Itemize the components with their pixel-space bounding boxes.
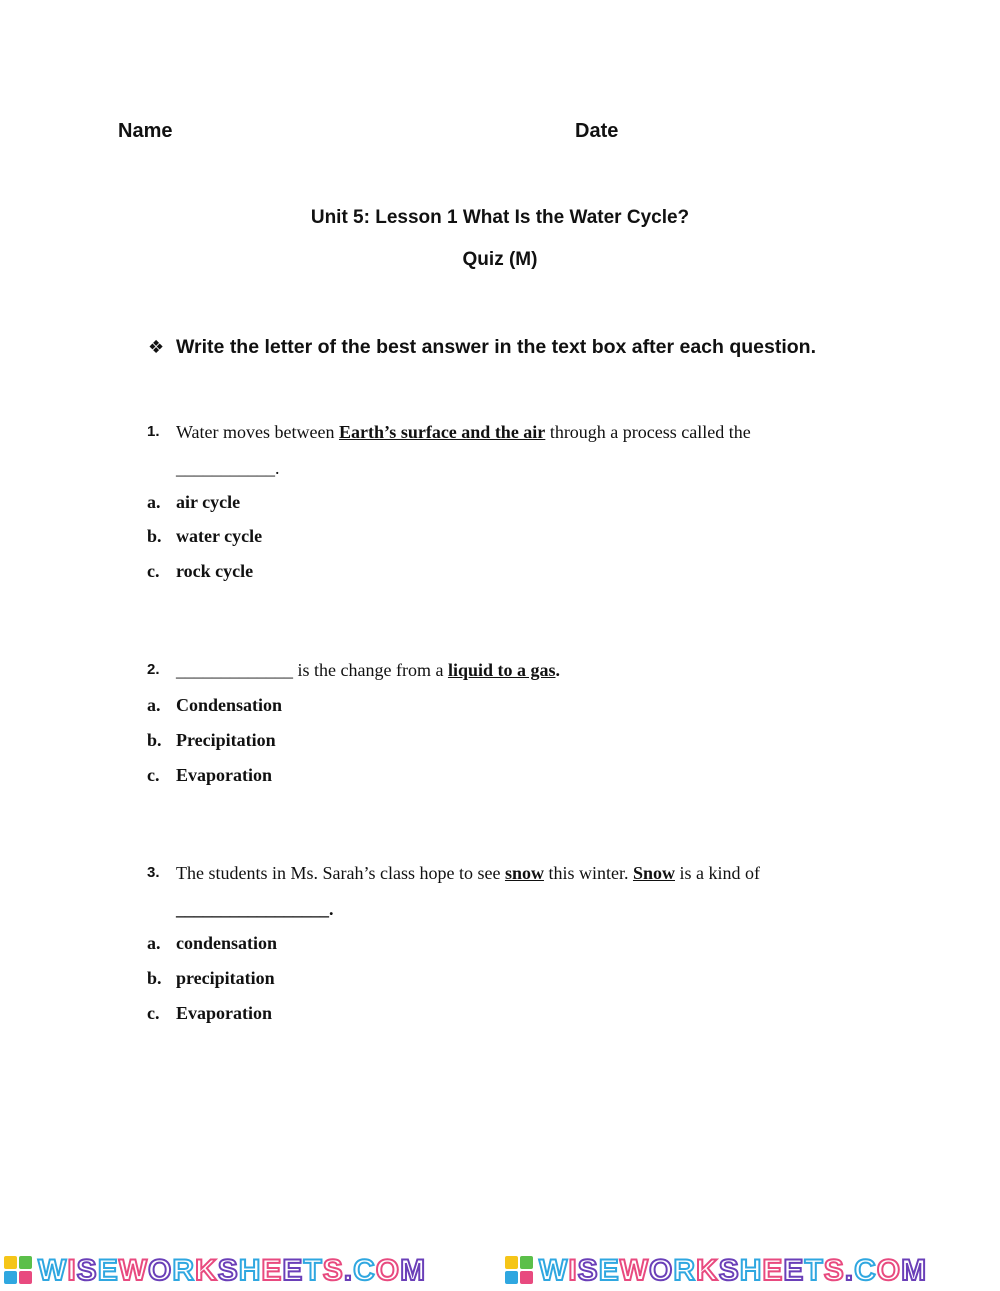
question-2-text: _____________ is the change from a liquid to a gas.: [176, 660, 560, 680]
question-1-option-b-letter: b.: [147, 526, 162, 546]
date-label: Date: [575, 120, 619, 142]
question-3-option-b: precipitation: [176, 968, 275, 988]
question-3-option-b-letter: b.: [147, 968, 162, 988]
question-1-option-c: rock cycle: [176, 561, 254, 581]
question-3-option-a: condensation: [176, 933, 278, 953]
question-1-option-b: water cycle: [176, 526, 263, 546]
question-2-number: 2.: [147, 661, 160, 678]
brand-text: WISEWORKSHEETS.COM: [539, 1254, 928, 1287]
question-3-option-c-letter: c.: [147, 1003, 160, 1023]
quiz-title: Unit 5: Lesson 1 What Is the Water Cycle?: [310, 207, 690, 228]
question-2-blank: _____________: [176, 660, 293, 680]
brand-text: WISEWORKSHEETS.COM: [38, 1254, 427, 1287]
question-3-option-c: Evaporation: [176, 1003, 273, 1023]
question-2-option-b: Precipitation: [176, 730, 276, 750]
question-1-number: 1.: [147, 423, 160, 440]
question-3-option-a-letter: a.: [147, 933, 161, 953]
brand-watermark-2: [505, 1254, 927, 1288]
question-2-option-c: Evaporation: [176, 765, 273, 785]
question-3-blank: _________________.: [176, 899, 334, 919]
question-1-blank: ___________.: [176, 458, 280, 478]
question-1-option-c-letter: c.: [147, 561, 160, 581]
wise-logo-icon: [4, 1256, 32, 1284]
quiz-subtitle: Quiz (M): [462, 249, 538, 270]
question-3-emphasis-snow: snow: [504, 863, 544, 883]
question-1-option-a: air cycle: [176, 492, 241, 512]
name-label: Name: [118, 120, 173, 142]
diamond-bullet-icon: ❖: [148, 337, 165, 358]
brand-watermark-1: [4, 1254, 426, 1288]
instruction-text: Write the letter of the best answer in the text box after each question.: [176, 336, 817, 358]
question-3-emphasis-snow-2: Snow: [632, 863, 675, 883]
question-2-option-c-letter: c.: [147, 765, 160, 785]
question-1-option-a-letter: a.: [147, 492, 161, 512]
question-2-emphasis: liquid to a gas: [447, 660, 556, 680]
question-3-number: 3.: [147, 864, 160, 881]
question-2-option-b-letter: b.: [147, 730, 162, 750]
question-3-text: The students in Ms. Sarah’s class hope to see snow this winter. Snow is a kind of: [176, 863, 760, 883]
footer-watermark: [0, 1252, 1000, 1291]
question-2-option-a-letter: a.: [147, 695, 161, 715]
question-1-emphasis: Earth’s surface and the air: [338, 422, 546, 442]
question-1-text: Water moves between Earth’s surface and the air through a process called the: [176, 422, 751, 442]
question-2-option-a: Condensation: [176, 695, 283, 715]
wise-logo-icon: [505, 1256, 533, 1284]
instruction: [148, 336, 816, 359]
